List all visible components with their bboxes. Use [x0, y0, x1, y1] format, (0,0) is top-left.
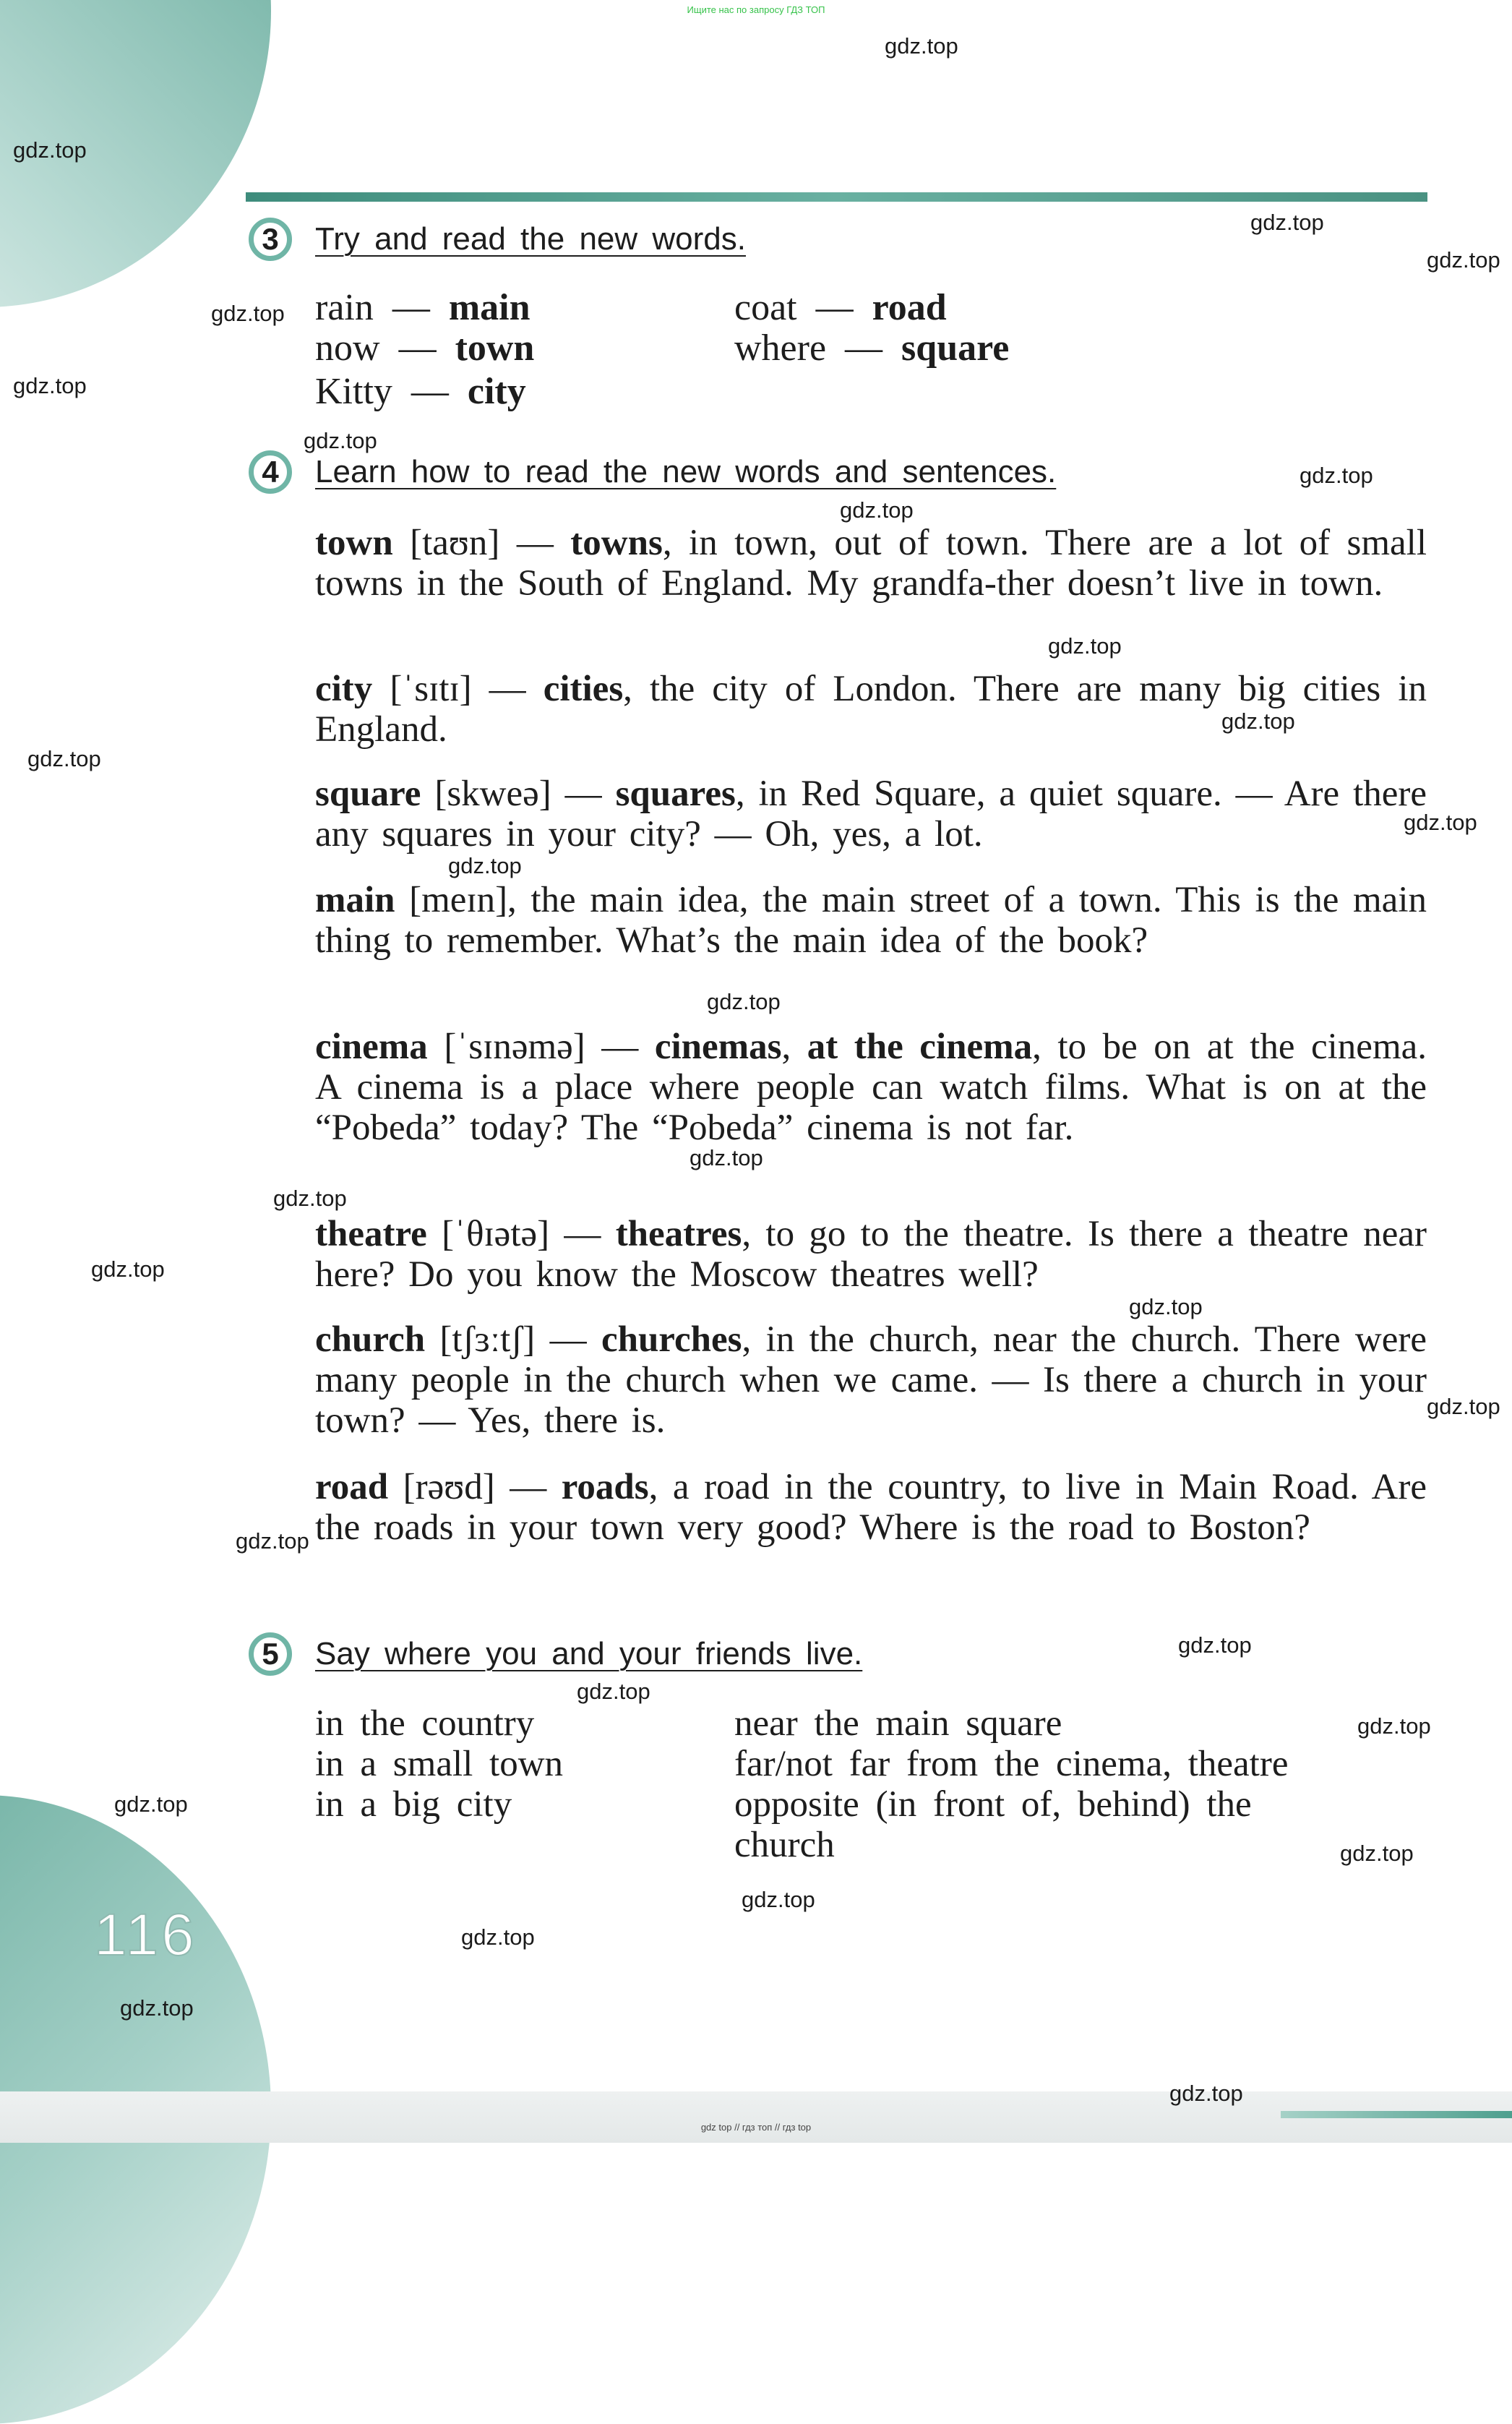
exercise-5-number: 5: [249, 1632, 292, 1676]
watermark: gdz.top: [1404, 810, 1477, 835]
page-number: 116: [94, 1902, 197, 1968]
watermark: gdz.top: [461, 1924, 535, 1950]
vocabulary-entry-town: town [taʊn] — towns, in town, out of town. There are a lot of small towns in the South of England. My grandfa-ther doesn’t live in town.: [315, 523, 1427, 604]
watermark: gdz.top: [1221, 708, 1295, 734]
word-pair: rain — main: [315, 287, 531, 328]
watermark: gdz.top: [1129, 1294, 1203, 1319]
phrase-right: opposite (in front of, behind) the: [734, 1784, 1252, 1825]
phrase-left: in a small town: [315, 1744, 564, 1784]
phrase-right: near the main square: [734, 1703, 1062, 1744]
bottom-accent-bar: [1281, 2111, 1512, 2118]
vocabulary-entry-square: square [skweə] — squares, in Red Square, a quiet square. — Are there any squares in your city? — Oh, yes, a lot.: [315, 774, 1427, 855]
watermark: gdz.top: [1178, 1632, 1252, 1658]
watermark: gdz.top: [1340, 1841, 1414, 1866]
vocabulary-entry-cinema: cinema [ˈsɪnəmə] — cinemas, at the cinema, to be on at the cinema. A cinema is a place where people can watch films. What is on at the “Pobeda” today? The “Pobeda” cinema is not far.: [315, 1027, 1427, 1148]
word-pair: Kitty — city: [315, 371, 526, 412]
watermark: gdz.top: [448, 853, 522, 878]
watermark: gdz.top: [304, 428, 377, 453]
watermark: gdz.top: [13, 137, 87, 163]
word-pair: now — town: [315, 327, 535, 369]
watermark: gdz.top: [236, 1528, 309, 1554]
watermark: gdz.top: [885, 33, 958, 59]
watermark: gdz.top: [1048, 633, 1122, 659]
watermark: gdz.top: [1427, 247, 1500, 273]
watermark: gdz.top: [1300, 463, 1373, 488]
phrase-left: in a big city: [315, 1784, 512, 1825]
watermark: gdz.top: [273, 1186, 347, 1211]
vocabulary-entry-theatre: theatre [ˈθɪətə] — theatres, to go to the theatre. Is there a theatre near here? Do you know the Moscow theatres well?: [315, 1214, 1427, 1295]
watermark: gdz.top: [27, 746, 101, 771]
watermark: gdz.top: [1427, 1394, 1500, 1419]
exercise-3-number: 3: [249, 218, 292, 261]
watermark: gdz.top: [840, 497, 914, 523]
watermark: gdz.top: [577, 1679, 650, 1704]
footer-note: gdz top // гдз топ // гдз top: [700, 2122, 812, 2133]
word-pair: where — square: [734, 327, 1010, 369]
exercise-4-title: Learn how to read the new words and sentences.: [315, 454, 1057, 489]
vocabulary-entry-city: city [ˈsɪtɪ] — cities, the city of London. There are many big cities in England.: [315, 669, 1427, 750]
phrase-right: church: [734, 1825, 835, 1865]
watermark: gdz.top: [91, 1256, 165, 1282]
phrase-right: far/not far from the cinema, theatre: [734, 1744, 1289, 1784]
word-pair: coat — road: [734, 287, 947, 328]
vocabulary-entry-road: road [rəʊd] — roads, a road in the country, to live in Main Road. Are the roads in your town very good? Where is the road to Boston?: [315, 1467, 1427, 1548]
watermark: gdz.top: [1250, 210, 1324, 235]
watermark: gdz.top: [114, 1791, 188, 1817]
watermark: gdz.top: [211, 301, 285, 326]
watermark: gdz.top: [742, 1887, 815, 1912]
exercise-3-title: Try and read the new words.: [315, 221, 746, 257]
watermark: gdz.top: [1169, 2081, 1243, 2106]
phrase-left: in the country: [315, 1703, 535, 1744]
exercise-4-number: 4: [249, 450, 292, 494]
vocabulary-entry-church: church [tʃɜːtʃ] — churches, in the church, near the church. There were many people in the church when we came. — Is there a church in your town? — Yes, there is.: [315, 1319, 1427, 1441]
watermark: gdz.top: [1357, 1713, 1431, 1739]
watermark: gdz.top: [690, 1145, 763, 1170]
vocabulary-entry-main: main [meɪn], the main idea, the main street of a town. This is the main thing to remember. What’s the main idea of the book?: [315, 880, 1427, 961]
exercise-5-title: Say where you and your friends live.: [315, 1636, 863, 1671]
watermark: gdz.top: [707, 989, 781, 1014]
section-rule: [246, 192, 1427, 202]
watermark: gdz.top: [13, 373, 87, 398]
header-note: Ищите нас по запросу ГДЗ ТОП: [687, 4, 825, 15]
watermark: gdz.top: [120, 1995, 194, 2021]
